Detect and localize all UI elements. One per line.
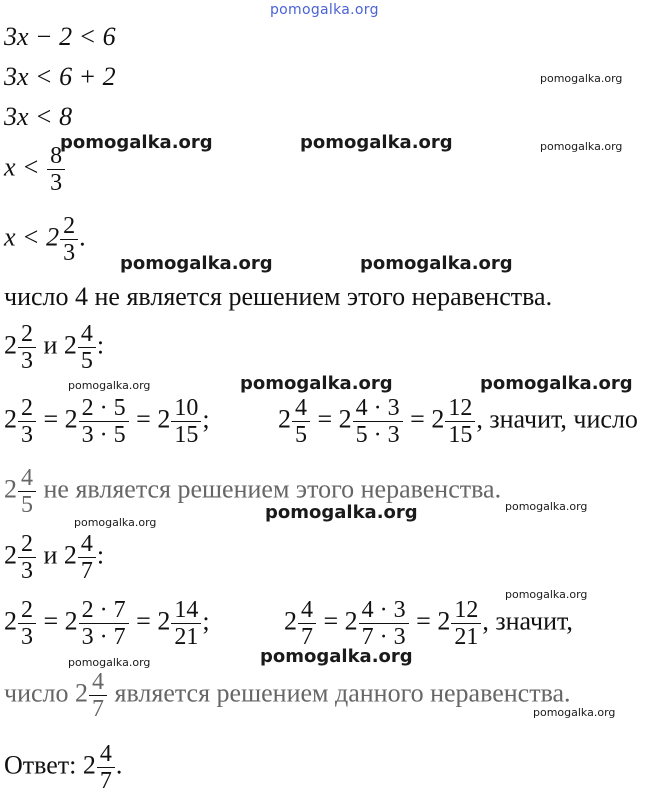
compare-2-a-fraction bbox=[18, 532, 36, 583]
line-2-fraction bbox=[18, 466, 36, 517]
calc-2-r-fraction bbox=[298, 598, 316, 649]
step-4 bbox=[4, 144, 66, 195]
compare-1-b-num: 4 bbox=[78, 322, 96, 348]
line-3-text: является решением данного неравенства. bbox=[114, 678, 571, 708]
compare-2-b-fraction bbox=[78, 532, 96, 583]
step-4-den: 3 bbox=[50, 170, 63, 196]
calc-2-r2-num: 4 · 3 bbox=[359, 598, 409, 624]
watermark: pomogalka.org bbox=[533, 706, 616, 719]
calc-1-r3-num: 12 bbox=[445, 396, 475, 422]
calc-1-l2-fraction bbox=[79, 396, 129, 447]
calc-1-l-num: 2 bbox=[18, 396, 36, 422]
calc-2-r-den: 7 bbox=[301, 624, 313, 650]
line-3 bbox=[4, 670, 571, 721]
calc-2-right bbox=[284, 598, 573, 649]
watermark: pomogalka.org bbox=[505, 588, 588, 601]
calc-2-l3-num: 14 bbox=[171, 598, 201, 624]
watermark: pomogalka.org bbox=[265, 502, 418, 523]
compare-2-a-whole: 2 bbox=[4, 540, 17, 570]
calc-1-l-fraction bbox=[18, 396, 36, 447]
step-2: 3x < 6 + 2 bbox=[4, 62, 116, 91]
calc-1-eq-1: = bbox=[43, 404, 59, 434]
watermark: pomogalka.org bbox=[68, 656, 151, 669]
compare-1-b-fraction bbox=[78, 322, 96, 373]
calc-1-l3-num: 10 bbox=[171, 396, 201, 422]
calc-2 bbox=[4, 598, 210, 649]
watermark: pomogalka.org bbox=[240, 373, 393, 394]
calc-1-r3-den: 15 bbox=[448, 422, 473, 448]
watermark: pomogalka.org bbox=[74, 516, 157, 529]
calc-1-r-num: 4 bbox=[292, 396, 310, 422]
answer-den: 7 bbox=[99, 768, 112, 794]
calc-1-l-den: 3 bbox=[21, 422, 33, 448]
step-3: 3x < 8 bbox=[4, 102, 73, 131]
compare-1-a-num: 2 bbox=[18, 322, 36, 348]
calc-1-tail: , значит, число bbox=[476, 404, 638, 434]
line-2-num: 4 bbox=[18, 466, 36, 492]
compare-1-b-den: 5 bbox=[80, 348, 93, 374]
calc-2-eq-2: = bbox=[136, 606, 151, 636]
calc-1-r-den: 5 bbox=[295, 422, 307, 448]
watermark: pomogalka.org bbox=[120, 253, 273, 274]
watermark: pomogalka.org bbox=[60, 132, 213, 153]
line-2-whole: 2 bbox=[4, 474, 17, 504]
calc-1-l2-num: 2 · 5 bbox=[79, 396, 129, 422]
compare-2 bbox=[4, 532, 104, 583]
compare-1-suffix: : bbox=[96, 330, 105, 360]
calc-2-l2-fraction bbox=[79, 598, 129, 649]
calc-1-r2-den: 5 · 3 bbox=[355, 422, 400, 448]
compare-2-b-den: 7 bbox=[80, 558, 93, 584]
line-2-den: 5 bbox=[21, 492, 33, 518]
step-5-den: 3 bbox=[63, 240, 76, 266]
step-5-num: 2 bbox=[60, 214, 78, 240]
compare-2-a-den: 3 bbox=[21, 558, 33, 584]
step-4-prefix: x < bbox=[4, 152, 40, 182]
calc-2-l3-whole: 2 bbox=[157, 606, 171, 636]
step-5 bbox=[4, 214, 86, 265]
calc-2-eq-4: = bbox=[416, 606, 431, 636]
calc-2-l3-fraction bbox=[171, 598, 201, 649]
calc-2-r-whole: 2 bbox=[284, 606, 297, 636]
calc-2-sep: ; bbox=[202, 606, 210, 636]
calc-1-l3-fraction bbox=[171, 396, 201, 447]
calc-1-eq-3: = bbox=[317, 404, 333, 434]
watermark: pomogalka.org bbox=[68, 379, 151, 392]
step-1: 3x − 2 < 6 bbox=[4, 22, 116, 51]
calc-1-r3-fraction bbox=[445, 396, 475, 447]
answer-fraction bbox=[97, 742, 115, 793]
compare-2-b-whole: 2 bbox=[63, 540, 77, 570]
calc-2-l2-whole: 2 bbox=[64, 606, 78, 636]
compare-1-a-den: 3 bbox=[21, 348, 33, 374]
calc-1-r2-fraction bbox=[353, 396, 403, 447]
answer-num: 4 bbox=[97, 742, 115, 768]
answer bbox=[4, 742, 122, 793]
line-3-fraction bbox=[89, 670, 107, 721]
calc-2-r2-den: 7 · 3 bbox=[361, 624, 406, 650]
calc-2-l2-num: 2 · 7 bbox=[79, 598, 129, 624]
calc-1-sep: ; bbox=[202, 404, 210, 434]
calc-2-l-den: 3 bbox=[21, 624, 33, 650]
calc-2-r3-fraction bbox=[451, 598, 481, 649]
watermark: pomogalka.org bbox=[540, 140, 623, 153]
watermark: pomogalka.org bbox=[480, 373, 633, 394]
calc-1-eq-2: = bbox=[136, 404, 151, 434]
calc-1-l3-den: 15 bbox=[174, 422, 199, 448]
watermark: pomogalka.org bbox=[540, 72, 623, 85]
calc-2-tail: , значит, bbox=[482, 606, 573, 636]
calc-2-r3-whole: 2 bbox=[437, 606, 451, 636]
calc-2-l3-den: 21 bbox=[174, 624, 199, 650]
calc-1-right bbox=[278, 396, 638, 447]
line-3-den: 7 bbox=[92, 696, 105, 722]
answer-suffix: . bbox=[115, 750, 123, 780]
step-5-suffix: . bbox=[79, 222, 86, 252]
watermark: pomogalka.org bbox=[505, 500, 588, 513]
compare-1-a-fraction bbox=[18, 322, 36, 373]
watermark: pomogalka.org bbox=[300, 132, 453, 153]
calc-2-l2-den: 3 · 7 bbox=[81, 624, 126, 650]
step-5-fraction bbox=[60, 214, 78, 265]
calc-2-r3-num: 12 bbox=[451, 598, 481, 624]
line-2-text: не является решением этого неравенства. bbox=[43, 474, 502, 504]
compare-2-a-num: 2 bbox=[18, 532, 36, 558]
calc-1-r-whole: 2 bbox=[278, 404, 291, 434]
calc-2-l-num: 2 bbox=[18, 598, 36, 624]
calc-1 bbox=[4, 396, 210, 447]
calc-1-r2-num: 4 · 3 bbox=[353, 396, 403, 422]
calc-1-r2-whole: 2 bbox=[338, 404, 352, 434]
watermark-top: pomogalka.org bbox=[270, 2, 379, 18]
line-2 bbox=[4, 466, 501, 517]
compare-2-b-num: 4 bbox=[78, 532, 96, 558]
step-4-num: 8 bbox=[47, 144, 65, 170]
calc-2-r2-whole: 2 bbox=[344, 606, 358, 636]
calc-2-l-whole: 2 bbox=[4, 606, 17, 636]
calc-1-r-fraction bbox=[292, 396, 310, 447]
calc-2-l-fraction bbox=[18, 598, 36, 649]
text-conclusion-1: число 4 не является решением этого неравенства. bbox=[4, 282, 553, 311]
line-3-prefix: число 2 bbox=[4, 678, 89, 708]
compare-1-b-whole: 2 bbox=[63, 330, 77, 360]
compare-1-a-whole: 2 bbox=[4, 330, 17, 360]
calc-2-r2-fraction bbox=[359, 598, 409, 649]
calc-2-r3-den: 21 bbox=[454, 624, 479, 650]
calc-2-eq-1: = bbox=[43, 606, 59, 636]
compare-1 bbox=[4, 322, 104, 373]
calc-1-l2-den: 3 · 5 bbox=[81, 422, 126, 448]
compare-2-conj: и bbox=[43, 540, 58, 570]
watermark: pomogalka.org bbox=[360, 253, 513, 274]
watermark: pomogalka.org bbox=[260, 646, 413, 667]
compare-2-suffix: : bbox=[96, 540, 105, 570]
calc-2-eq-3: = bbox=[323, 606, 339, 636]
calc-1-l2-whole: 2 bbox=[64, 404, 78, 434]
compare-1-conj: и bbox=[43, 330, 58, 360]
calc-1-eq-4: = bbox=[410, 404, 425, 434]
calc-1-l-whole: 2 bbox=[4, 404, 17, 434]
calc-2-r-num: 4 bbox=[298, 598, 316, 624]
calc-1-l3-whole: 2 bbox=[157, 404, 171, 434]
line-3-num: 4 bbox=[89, 670, 107, 696]
answer-label: Ответ: 2 bbox=[4, 750, 96, 780]
step-5-prefix: x < 2 bbox=[4, 222, 60, 252]
calc-1-r3-whole: 2 bbox=[431, 404, 445, 434]
